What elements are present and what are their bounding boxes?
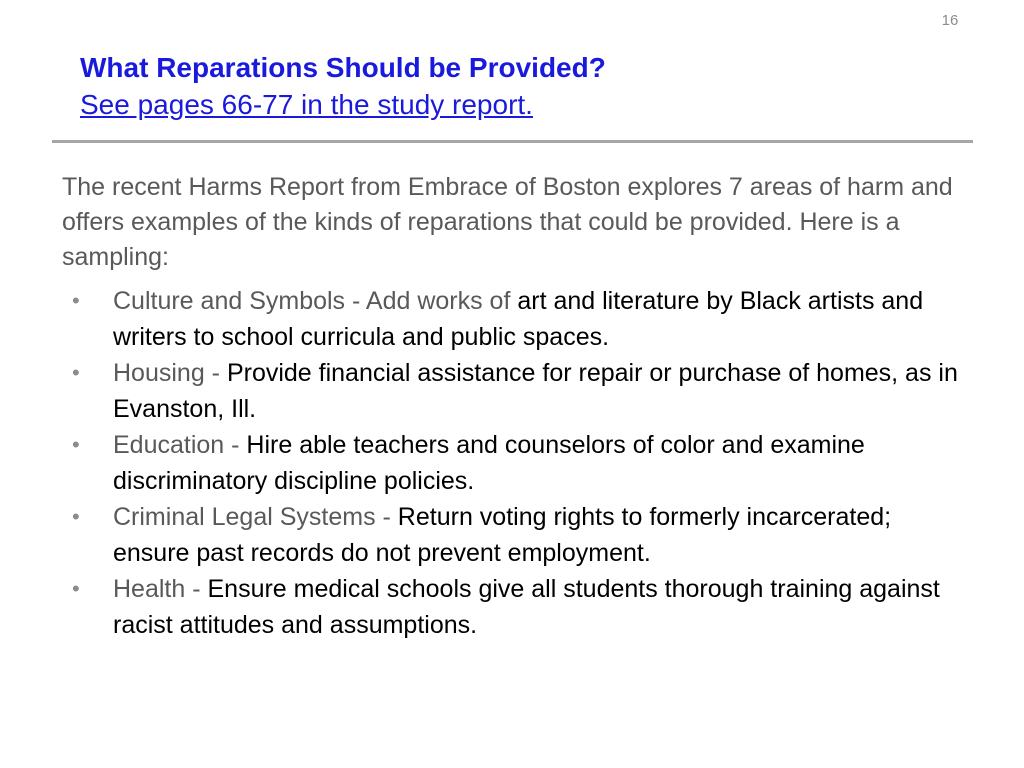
bullet-icon: •: [72, 288, 80, 313]
bullet-label: Education -: [113, 431, 240, 459]
slide-number: 16: [941, 12, 959, 29]
list-item-health: [62, 571, 972, 643]
study-report-link[interactable]: See pages 66-77 in the study report.: [80, 89, 533, 120]
bullet-text: art and literature by Black artists and writers to school curricula and public spaces.: [113, 287, 924, 351]
bullet-text: Provide financial assistance for repair or purchase of homes, as in Evanston, Ill.: [113, 359, 958, 423]
bullet-icon: •: [72, 432, 80, 457]
bullet-label: Housing -: [113, 359, 220, 387]
title-block: [80, 50, 960, 124]
list-item-housing: [62, 355, 972, 427]
bullet-icon: •: [72, 360, 80, 385]
bullet-label: Health -: [113, 575, 201, 603]
page-title: What Reparations Should be Provided?: [80, 52, 606, 83]
list-item-criminal-legal: [62, 499, 972, 571]
bullet-icon: •: [72, 504, 80, 529]
bullet-label: Culture and Symbols - Add works of: [113, 287, 511, 315]
bullet-icon: •: [72, 576, 80, 601]
list-item-education: [62, 427, 972, 499]
reparations-list: [62, 283, 972, 643]
list-item-culture: [62, 283, 972, 355]
bullet-text: Hire able teachers and counselors of color and examine discriminatory discipline policies.: [113, 431, 865, 495]
bullet-text: Ensure medical schools give all students thorough training against racist attitudes and assumptions.: [113, 575, 940, 639]
bullet-text: Return voting rights to formerly incarcerated; ensure past records do not prevent employment.: [113, 503, 892, 567]
divider: [52, 140, 973, 143]
intro-paragraph: The recent Harms Report from Embrace of Boston explores 7 areas of harm and offers examples of the kinds of reparations that could be provided. Here is a sampling:: [62, 173, 953, 271]
bullet-label: Criminal Legal Systems -: [113, 503, 391, 531]
